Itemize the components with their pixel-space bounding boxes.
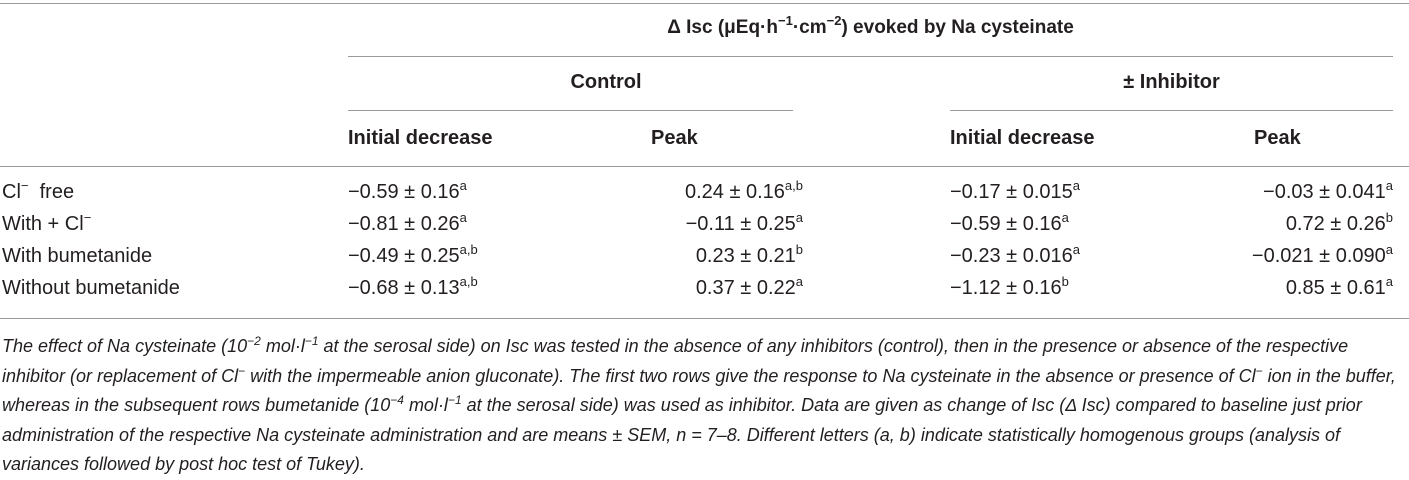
row-label-cl-free: Cl− free	[2, 178, 75, 203]
table-cell: −0.59 ± 0.16$^a$	[950, 210, 1069, 235]
subheader-control-initial: Initial decrease	[348, 127, 493, 149]
table-cell: 0.23 ± 0.21$^b$	[695, 242, 803, 267]
row-label-with-bumetanide: With bumetanide	[2, 245, 153, 267]
table-cell: −1.12 ± 0.16$^b$	[950, 274, 1069, 299]
table-cell: $-0.68 \pm 0.13^{a,b}$	[348, 274, 478, 299]
table-cell: −0.11 ± 0.25$^a$	[685, 210, 803, 235]
row-label-with-cl: With + Cl−	[2, 210, 92, 235]
group-header-inhibitor: ± Inhibitor	[1123, 71, 1220, 93]
table-bottom-rule	[0, 318, 1409, 319]
header-bottom-rule	[0, 166, 1409, 167]
main-header-rule	[348, 56, 1393, 57]
table-cell: −0.81 ± 0.26$^a$	[348, 210, 467, 235]
subheader-inhibitor-peak: Peak	[1254, 127, 1301, 149]
table-footnote: The effect of Na cysteinate ($10^{-2}$ $mol\cdot l^{-1}$ at the serosal side) on Isc was tested in the absence of any inhibitors (control), then in the presence or absence of the respective inhibitor (or replacement of Cl− with the impermeable anion gluconate). The first two rows give the response to Na cysteinate in the absence or presence of Cl− ion in the buffer, whereas in the subsequent rows bumetanide ($10^{-4}$ $mol\cdot l^{-1}$ at the serosal side) was used as inhibitor. Data are given as change of Isc (Δ Isc) compared to baseline just prior administration of the respective Na cysteinate administration and are means ± SEM, n = 7–8. Different letters (a, b) indicate statistically homogenous groups (analysis of variances followed by post hoc test of Tukey).	[2, 334, 1396, 474]
table-cell: $-0.49 \pm 0.25^{a,b}$	[348, 242, 478, 267]
table-cell: −0.03 ± 0.041$^a$	[1263, 178, 1393, 203]
subheader-control-peak: Peak	[651, 127, 698, 149]
main-column-header: Δ Isc $(\mu Eq\cdot h^{-1}\cdot cm^{-2})$ evoked by Na cysteinate	[667, 13, 1074, 38]
table-cell: 0.72 ± 0.26$^b$	[1285, 210, 1393, 235]
group-header-control: Control	[570, 71, 642, 93]
table-top-rule	[0, 3, 1409, 4]
control-group-rule	[348, 110, 793, 111]
table-cell: 0.37 ± 0.22$^a$	[695, 274, 803, 299]
subheader-inhibitor-initial: Initial decrease	[950, 127, 1095, 149]
inhibitor-group-rule	[950, 110, 1393, 111]
table-cell: −0.23 ± 0.016$^a$	[950, 242, 1080, 267]
table-cell: $0.24 \pm 0.16^{a,b}$	[684, 178, 803, 203]
table-cell: −0.021 ± 0.090$^a$	[1251, 242, 1393, 267]
table-cell: −0.17 ± 0.015$^a$	[950, 178, 1080, 203]
table-cell: −0.59 ± 0.16$^a$	[348, 178, 467, 203]
table-cell: 0.85 ± 0.61$^a$	[1285, 274, 1393, 299]
row-label-without-bumetanide: Without bumetanide	[2, 277, 180, 299]
